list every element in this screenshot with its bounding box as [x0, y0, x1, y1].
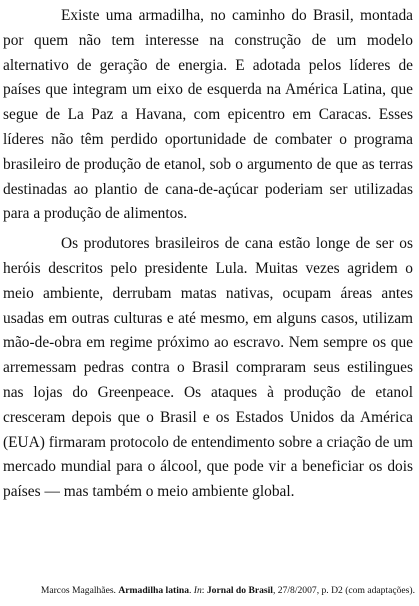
citation-colon: : [201, 585, 207, 596]
citation-details: , 27/8/2007, p. D2 (com adaptações). [272, 585, 415, 596]
source-citation [41, 585, 415, 597]
citation-publication: Jornal do Brasil [206, 585, 273, 596]
paragraph-2: Os produtores brasileiros de cana estão longe de ser os heróis descritos pelo presidente Lula. Muitas vezes agridem o meio ambiente, derrubam matas nativas, ocupam áreas antes usadas em outras culturas e até mesmo, em alguns casos, utilizam mão-de-obra em regime próximo ao escravo. Nem sempre os que arremessam pedras contra o Brasil compraram seus estilingues nas lojas do Greenpeace. Os ataques à produção de etanol cresceram depois que o Brasil e os Estados Unidos da América (EUA) firmaram protocolo de entendimento sobre a criação de um mercado mundial para o álcool, que pode vir a beneficiar os dois países — mas também o meio ambiente global. [3, 235, 413, 501]
citation-separator: . [189, 585, 194, 596]
citation-in-label: In [193, 585, 202, 596]
citation-author: Marcos Magalhães. [40, 585, 119, 596]
paragraph-1: Existe uma armadilha, no caminho do Brasil, montada por quem não tem interesse na construção de um modelo alternativo de geração de energia. E adotada pelos líderes de países que integram um eixo de esquerda na América Latina, que segue de La Paz a Havana, com epicentro em Caracas. Esses líderes não têm perdido oportunidade de combater o programa brasileiro de produção de etanol, sob o argumento de que as terras destinadas ao plantio de cana-de-açúcar poderiam ser utilizadas para a produção de alimentos. [3, 7, 413, 223]
article-body [3, 4, 413, 505]
citation-title: Armadilha latina [118, 585, 189, 596]
